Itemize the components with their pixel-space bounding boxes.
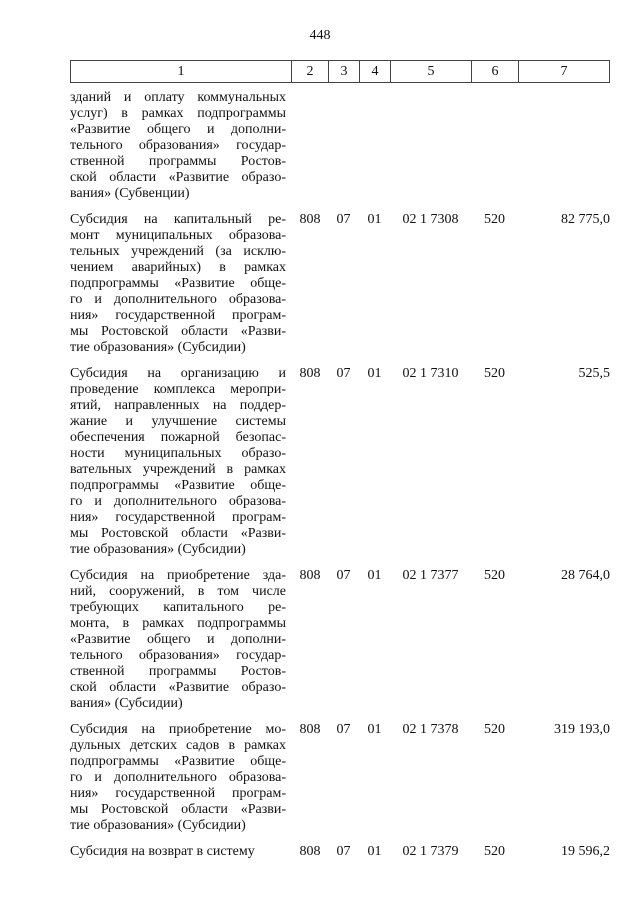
description-line: ственной программы Ростов- (70, 664, 286, 679)
expense-type-code: 520 (484, 844, 505, 859)
table-row (70, 90, 610, 202)
description-line: ской области «Развитие образо- (70, 170, 286, 185)
header-col-3: 3 (329, 61, 360, 82)
description-line: мы Ростовской области «Разви- (70, 526, 286, 541)
description-line: тельного образования» государ- (70, 648, 286, 663)
subsection-code: 01 (367, 568, 382, 583)
section-code: 07 (336, 722, 351, 737)
description-line: зданий и оплату коммунальных (70, 90, 286, 105)
expense-type-code: 520 (484, 212, 505, 227)
amount: 319 193,0 (554, 722, 610, 737)
table-body (70, 90, 610, 870)
section-code (328, 90, 359, 202)
description-line: вания» (Субвенции) (70, 186, 190, 201)
description-line: мы Ростовской области «Разви- (70, 324, 286, 339)
description-line: проведение комплекса меропри- (70, 382, 286, 397)
expense-type-code: 520 (484, 366, 505, 381)
target-article-code: 02 1 7377 (402, 568, 459, 583)
header-col-7: 7 (560, 64, 568, 79)
page-number: 448 (309, 28, 331, 43)
description-line: подпрограммы «Развитие обще- (70, 754, 286, 769)
description-line: тие образования» (Субсидии) (70, 818, 246, 833)
header-col-4: 4 (360, 61, 391, 82)
description-line: ния» государственной програм- (70, 308, 286, 323)
section-code: 07 (336, 568, 351, 583)
subsection-code: 01 (367, 844, 382, 859)
description-line: го и дополнительного образова- (70, 770, 286, 785)
ministry-code (292, 90, 328, 202)
amount: 82 775,0 (561, 212, 610, 227)
header-col-2: 2 (292, 61, 329, 82)
description-line: Субсидия на приобретение мо- (70, 722, 286, 737)
row-description (70, 722, 292, 834)
description-line: подпрограммы «Развитие обще- (70, 478, 286, 493)
description-line: «Развитие общего и дополни- (70, 632, 286, 647)
amount: 19 596,2 (561, 844, 610, 859)
description-line: ния» государственной програм- (70, 510, 286, 525)
description-line: ности муниципальных образо- (70, 446, 286, 461)
table-header-row (70, 60, 610, 83)
ministry-code: 808 (299, 722, 321, 737)
amount: 525,5 (578, 366, 610, 381)
target-article-code: 02 1 7378 (402, 722, 459, 737)
description-line: требующих капитального ре- (70, 600, 286, 615)
ministry-code: 808 (299, 212, 321, 227)
description-line: тельных учреждений (за исклю- (70, 244, 286, 259)
ministry-code: 808 (299, 844, 321, 859)
subsection-code: 01 (367, 722, 382, 737)
row-description (70, 844, 292, 860)
section-code: 07 (336, 212, 351, 227)
section-code: 07 (336, 366, 351, 381)
description-line: тие образования» (Субсидии) (70, 542, 246, 557)
amount (518, 90, 610, 202)
target-article-code: 02 1 7379 (402, 844, 459, 859)
description-line: монта, в рамках подпрограммы (70, 616, 286, 631)
row-description (70, 212, 292, 356)
header-col-1: 1 (71, 61, 292, 82)
description-line: Субсидия на приобретение зда- (70, 568, 286, 583)
description-line: мы Ростовской области «Разви- (70, 802, 286, 817)
description-line: ния» государственной програм- (70, 786, 286, 801)
description-line: чением аварийных) в рамках (70, 260, 286, 275)
description-line: подпрограммы «Развитие обще- (70, 276, 286, 291)
row-description (70, 568, 292, 712)
table-row (70, 844, 610, 860)
table-row (70, 366, 610, 558)
description-line: обеспечения пожарной безопас- (70, 430, 286, 445)
description-line: услуг) в рамках подпрограммы (70, 106, 286, 121)
description-line: го и дополнительного образова- (70, 292, 286, 307)
description-line: Субсидия на организацию и (70, 366, 286, 381)
expense-type-code: 520 (484, 722, 505, 737)
description-line: Субсидия на капитальный ре- (70, 212, 286, 227)
subsection-code: 01 (367, 366, 382, 381)
description-line: Субсидия на возврат в систему (70, 844, 255, 859)
row-description (70, 90, 292, 202)
section-code: 07 (336, 844, 351, 859)
description-line: «Развитие общего и дополни- (70, 122, 286, 137)
description-line: монт муниципальных образова- (70, 228, 286, 243)
description-line: жание и улучшение системы (70, 414, 286, 429)
subsection-code: 01 (367, 212, 382, 227)
target-article-code: 02 1 7310 (402, 366, 459, 381)
expense-type-code (471, 90, 518, 202)
description-line: ятий, направленных на поддер- (70, 398, 286, 413)
description-line: ний, сооружений, в том числе (70, 584, 286, 599)
header-col-6: 6 (472, 61, 519, 82)
header-col-5: 5 (391, 61, 472, 82)
expense-type-code: 520 (484, 568, 505, 583)
ministry-code: 808 (299, 366, 321, 381)
description-line: ственной программы Ростов- (70, 154, 286, 169)
table-row (70, 722, 610, 834)
table-row (70, 212, 610, 356)
description-line: тие образования» (Субсидии) (70, 340, 246, 355)
subsection-code (359, 90, 390, 202)
table-row (70, 568, 610, 712)
description-line: дульных детских садов в рамках (70, 738, 286, 753)
ministry-code: 808 (299, 568, 321, 583)
description-line: вательных учреждений в рамках (70, 462, 286, 477)
target-article-code (390, 90, 471, 202)
target-article-code: 02 1 7308 (402, 212, 459, 227)
description-line: ской области «Развитие образо- (70, 680, 286, 695)
amount: 28 764,0 (561, 568, 610, 583)
description-line: тельного образования» государ- (70, 138, 286, 153)
description-line: вания» (Субсидии) (70, 696, 183, 711)
row-description (70, 366, 292, 558)
description-line: го и дополнительного образова- (70, 494, 286, 509)
